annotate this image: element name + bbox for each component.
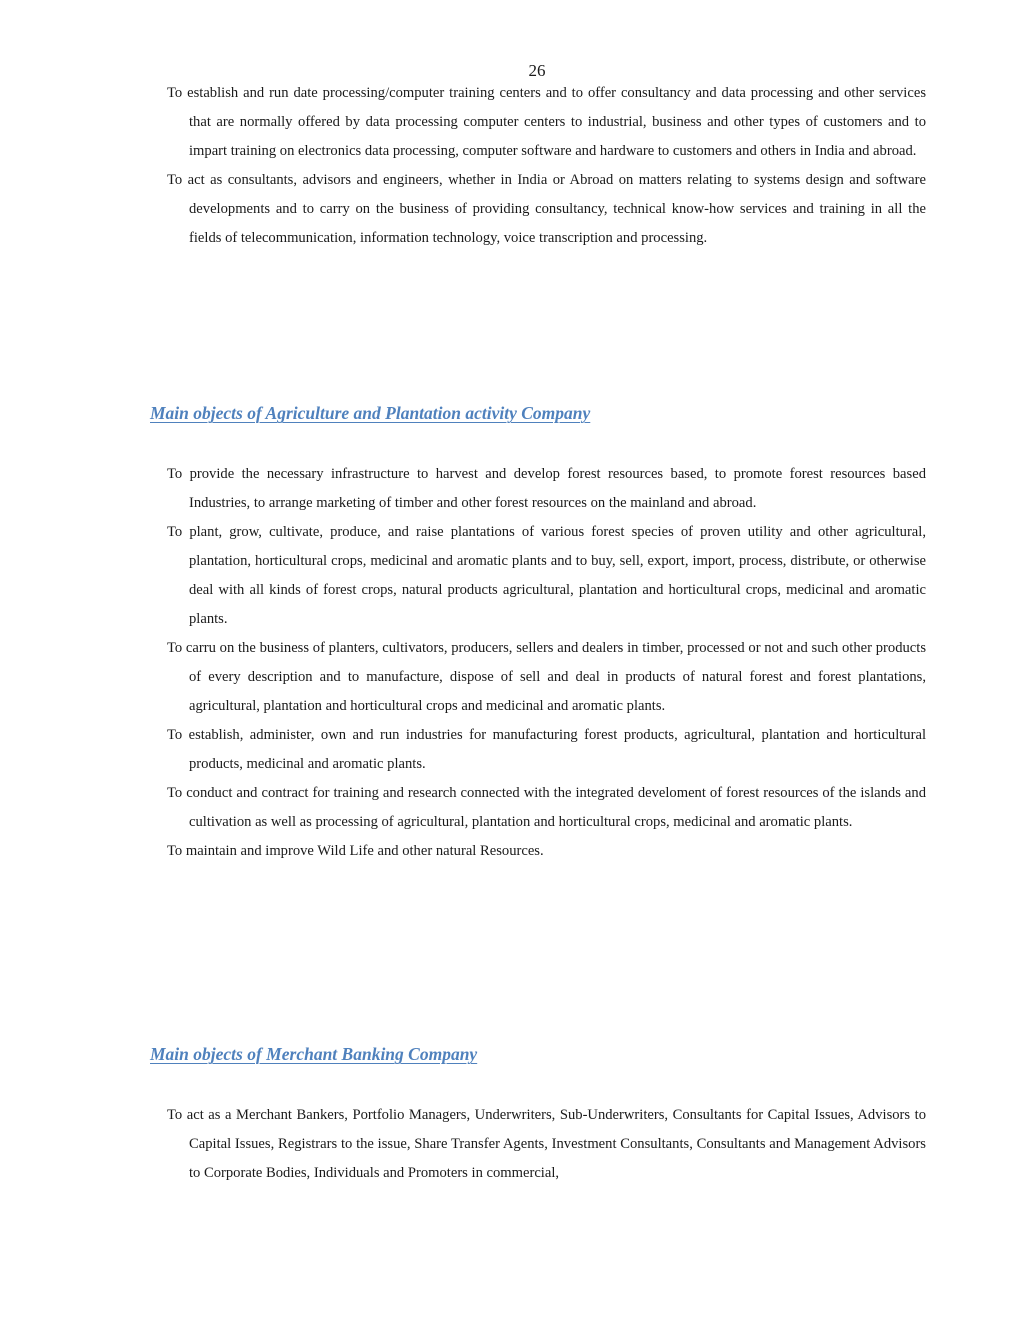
object-paragraph: To conduct and contract for training and research connected with the integrated develoment of forest resources of the islands and cultivation as well as processing of agricultural, plantation and horticultural crops, medicinal and aromatic plants.	[167, 785, 926, 830]
object-paragraph: To act as a Merchant Bankers, Portfolio Managers, Underwriters, Sub-Underwriters, Consultants for Capital Issues, Advisors to Capital Issues, Registrars to the issue, Share Transfer Agents, Investment Consultants, Consultants and Management Advisors to Corporate Bodies, Individuals and Promoters in commercial,	[167, 1107, 926, 1181]
object-paragraph: To establish, administer, own and run industries for manufacturing forest products, agricultural, plantation and horticultural products, medicinal and aromatic plants.	[167, 727, 926, 772]
object-paragraph: To establish and run date processing/computer training centers and to offer consultancy and data processing and other services that are normally offered by data processing computer centers to industrial, business and other types of customers and to impart training on electronics data processing, computer software and hardware to customers and others in India and abroad.	[167, 85, 926, 159]
object-paragraph: To maintain and improve Wild Life and other natural Resources.	[167, 843, 544, 859]
object-paragraph: To act as consultants, advisors and engineers, whether in India or Abroad on matters relating to systems design and software developments and to carry on the business of providing consultancy, technical know-how services and training in all the fields of telecommunication, information technology, voice transcription and processing.	[167, 172, 926, 246]
object-paragraph: To provide the necessary infrastructure to harvest and develop forest resources based, to promote forest resources based Industries, to arrange marketing of timber and other forest resources on the mainland and abroad.	[167, 466, 926, 511]
intro-objects-list	[167, 79, 926, 253]
object-paragraph: To carru on the business of planters, cultivators, producers, sellers and dealers in timber, processed or not and such other products of every description and to manufacture, dispose of sell and deal in products of natural forest and forest plantations, agricultural, plantation and horticultural crops and medicinal and aromatic plants.	[167, 640, 926, 714]
section-heading-agriculture: Main objects of Agriculture and Plantation activity Company	[150, 403, 591, 423]
page-number: 26	[528, 61, 546, 80]
object-paragraph: To plant, grow, cultivate, produce, and raise plantations of various forest species of proven utility and other agricultural, plantation, horticultural crops, medicinal and aromatic plants and to buy, sell, export, import, process, distribute, or otherwise deal with all kinds of forest crops, natural products agricultural, plantation and horticultural crops, medicinal and aromatic plants.	[167, 524, 926, 627]
merchant-banking-objects-list	[167, 1101, 926, 1188]
section-heading-merchant-banking: Main objects of Merchant Banking Company	[150, 1044, 478, 1064]
agriculture-objects-list	[167, 460, 926, 866]
